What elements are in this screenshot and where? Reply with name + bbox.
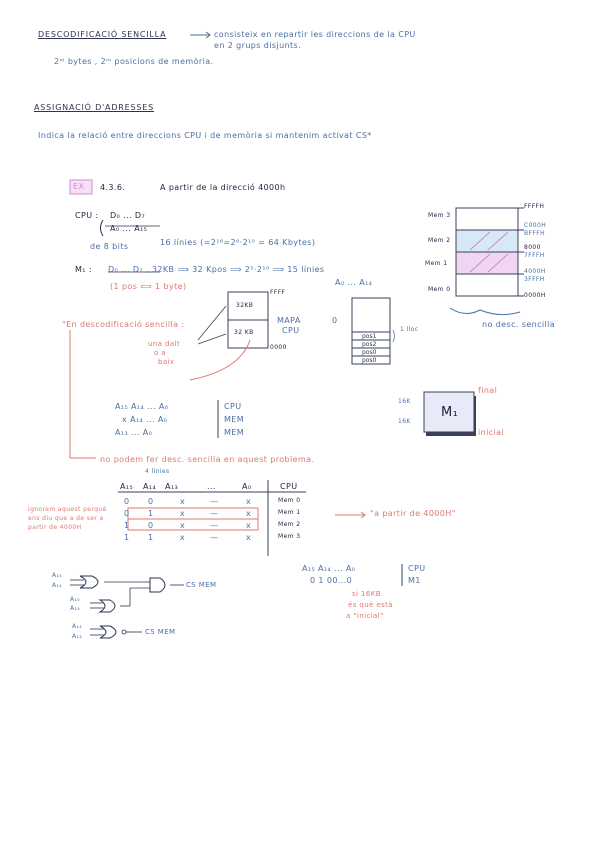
map-addr-3fff: 3FFFH [524,276,545,283]
map-addr-0000: 0000H [524,292,546,299]
mini-map-label-1: 32KB [236,302,254,309]
map-addr-4000: 4000H [524,268,546,275]
m1-box-bottom: 16K [398,418,411,425]
tt-cell-r0-c3: — [210,497,219,506]
section1-note: 2ᵐ bytes , 2ᵐ posicions de memòria. [54,57,214,66]
map-addr-bfff: BFFFH [524,230,545,237]
gate-out2: CS MEM [145,628,176,636]
gate3-in2: A₁₃ [72,633,83,640]
tt-cell-r0-c4: x [246,497,252,506]
section1-desc-line2: en 2 grups disjunts. [214,41,302,50]
example-tag: EX [73,182,85,191]
tt-header-a13: A₁₃ [165,482,179,491]
gate1-in1: A₁₅ [52,572,63,579]
tt-header-a0: A₀ [242,482,252,491]
map-label-mem1: Mem 1 [425,260,448,267]
eq-row2-right: MEM [224,415,245,424]
tt-header-a15: A₁₅ [120,482,134,491]
result-value: 0 1 00...0 [310,576,353,585]
tt-cell-r1-c1: 1 [148,509,154,518]
gate3-in1: A₁₄ [72,623,83,630]
map-addr-7fff: 7FFFH [524,252,545,259]
tt-header-a14: A₁₄ [143,482,157,491]
eq-row3-right: MEM [224,428,245,437]
tt-cell-r2-c1: 0 [148,521,154,530]
red-no-podem: no podem fer desc. sencilla en aquest problema. [100,455,315,464]
gate-out1: CS MEM [186,581,217,589]
example-number: 4.3.6. [100,183,126,192]
eq-row1-left: A₁₅ A₁₄ ... A₀ [115,402,169,411]
map-addr-8000: 8000 [524,244,541,251]
tt-header-cpu: CPU [280,482,298,491]
tt-cell-r1-c3: — [210,509,219,518]
stack-note: 1 lloc [400,326,419,333]
red-ignorem: ignorem aquest perquè ens diu que a de ser a partir de 4000H [28,506,107,531]
mini-map-title1: MAPA [277,316,301,325]
m1-box-top: 16K [398,398,411,405]
map-label-mem3: Mem 3 [428,212,451,219]
cpu-data: D₀ ... D₇ [110,211,146,220]
cpu-bits: de 8 bits [90,242,129,251]
stack-pos-1: pos1 [362,333,377,340]
mini-map-bottom: 0000 [270,344,287,351]
small-zero: 0 [332,316,338,325]
section-title-descodificacio: DESCODIFICACIÓ SENCILLA [38,30,167,39]
result-note2: és què està [348,601,393,609]
tt-cell-r1-c0: 0 [124,509,130,518]
tt-cell-r0-c0: 0 [124,497,130,506]
mini-map-note-2: o a [154,349,166,357]
tt-cell-r3-c0: 1 [124,533,130,542]
section2-desc: Indica la relació entre direccions CPU i de memòria si mantenim activat CS* [38,131,372,140]
tt-cell-r1-c2: x [180,509,186,518]
m1-lines: A₀ ... A₁₄ [335,278,373,287]
result-header-right: CPU [408,564,426,573]
tt-cell-r3-c5: Mem 3 [278,533,301,540]
tt-cell-r2-c5: Mem 2 [278,521,301,528]
tt-cell-r1-c5: Mem 1 [278,509,301,516]
tt-cell-r2-c4: x [246,521,252,530]
tt-header-dots: ... [207,482,216,491]
m1-note: (1 pos ⟺ 1 byte) [110,282,187,291]
mini-map-note-1: una dalt [148,340,181,348]
eq-row2-left: x A₁₄ ... A₀ [122,415,168,424]
example-title: A partir de la direcció 4000h [160,183,286,192]
tt-cell-r2-c3: — [210,521,219,530]
result-note1: si 16KB [352,590,381,598]
tt-cell-r0-c5: Mem 0 [278,497,301,504]
map-caption: no desc. sencilla [482,320,556,329]
stack-pos-2: pos2 [362,341,377,348]
eq-row3-left: A₁₃ ... A₀ [115,428,153,437]
lines-note: 4 línies [145,468,170,475]
gate1-in2: A₁₄ [52,582,63,589]
cpu-addr: A₀ ... A₁₅ [110,224,148,233]
m1-inicial: inicial [478,428,505,437]
tt-cell-r3-c3: — [210,533,219,542]
mini-map-label-2: 32 KB [234,329,254,336]
cpu-capacity: 16 línies (=2¹⁶=2⁶·2¹⁰ = 64 Kbytes) [160,238,316,247]
red-quote: "En descodificació sencilla : [62,320,185,329]
tt-cell-r3-c2: x [180,533,186,542]
tt-cell-r2-c2: x [180,521,186,530]
tt-cell-r1-c4: x [246,509,252,518]
result-value-right: M1 [408,576,421,585]
map-label-mem2: Mem 2 [428,237,451,244]
result-note3: a "inicial" [346,612,384,620]
gate2-in2: A₁₄ [70,605,81,612]
cpu-label: CPU : [75,211,99,220]
m1-label: M₁ : [75,265,92,274]
map-addr-ffff: FFFFH [524,203,545,210]
m1-box-label: M₁ [441,405,459,420]
map-addr-c000: C000H [524,222,547,229]
mini-map-title2: CPU [282,326,300,335]
mini-map-top: FFFF [270,289,286,296]
tt-cell-r0-c1: 0 [148,497,154,506]
gate2-in1: A₁₅ [70,596,81,603]
m1-final: final [478,386,498,395]
section-title-assignacio: ASSIGNACIÓ D'ADRESSES [34,103,154,112]
tt-cell-r2-c0: 1 [124,521,130,530]
mini-map-note-3: baix [158,358,175,366]
m1-desc: D₀ ... D₇ , 32KB ⟹ 32 Kpos ⟹ 2⁵·2¹⁰ ⟹ 15 línies [108,265,325,274]
section1-desc-line1: consisteix en repartir les direccions de la CPU [214,30,416,39]
stack-pos-3: pos0 [362,349,377,356]
tt-cell-r3-c1: 1 [148,533,154,542]
result-header: A₁₅ A₁₄ ... A₀ [302,564,356,573]
tt-cell-r0-c2: x [180,497,186,506]
red-a-partir: "a partir de 4000H" [370,509,456,518]
eq-row1-right: CPU [224,402,242,411]
map-label-mem0: Mem 0 [428,286,451,293]
tt-cell-r3-c4: x [246,533,252,542]
stack-pos-4: pos0 [362,357,377,364]
